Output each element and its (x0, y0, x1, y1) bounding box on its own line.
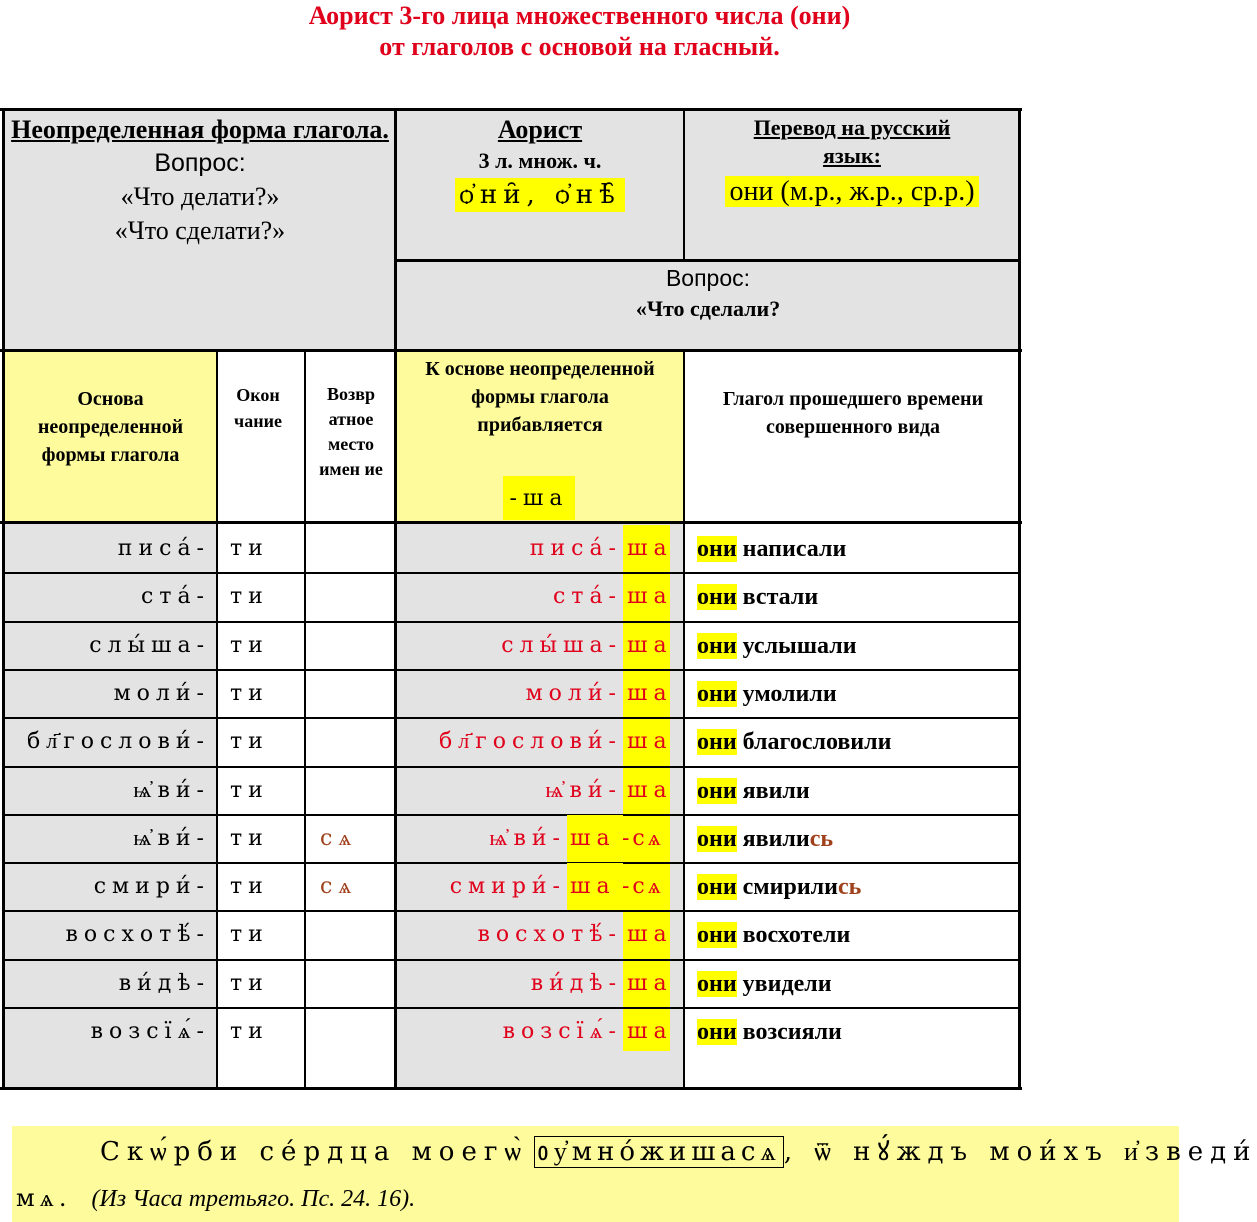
row-ending: ти (230, 633, 269, 658)
infinitive-title-dot: . (382, 115, 389, 144)
row-translation (697, 629, 1017, 663)
ending-header: Окон чание (234, 385, 282, 431)
rule (0, 521, 1022, 524)
infinitive-title (4, 114, 396, 146)
row-reflexive: сѧ (320, 874, 358, 899)
row-rule (4, 959, 394, 961)
translation-value: они (м.р., ж.р., ср.р.) (725, 176, 978, 207)
row-form-suffix: ша (627, 536, 673, 561)
rule (396, 259, 1020, 262)
row-ending: ти (230, 536, 269, 561)
row-translation (697, 677, 1017, 711)
infinitive-question-2: «Что сделати?» (114, 216, 286, 245)
row-pronoun: они (697, 778, 737, 804)
row-form-stem: слы́ша- (501, 633, 622, 658)
row-rule (396, 621, 1018, 623)
row-ending: ти (230, 681, 269, 706)
row-form-suffix: ша (570, 826, 616, 851)
infinitive-question-label: Вопрос: (154, 149, 246, 177)
row-pronoun: они (697, 971, 737, 997)
row-verb: встали (742, 584, 819, 610)
row-form-stem: ѩ҆ви́- (545, 778, 622, 803)
row-form-stem: возсїѧ́- (502, 1019, 622, 1044)
row-rule (4, 669, 394, 671)
rule (0, 349, 1022, 352)
added-header: К основе неопределенной формы глагола прибавляется (425, 358, 655, 436)
title-line-2: от глаголов с основой на гласный. (379, 32, 780, 61)
row-form-suffix: ша (627, 778, 673, 803)
aorist-subtitle: 3 л. множ. ч. (478, 148, 602, 173)
rule (0, 1087, 1022, 1090)
row-ending: ти (230, 584, 269, 609)
translation-title: Перевод на русский язык: (753, 115, 951, 168)
added-suffix (503, 476, 575, 520)
added-suffix-text: -ша (509, 486, 569, 511)
row-ending: ти (230, 826, 269, 851)
row-form-suffix: ша (627, 729, 673, 754)
row-rule (396, 959, 1018, 961)
row-ending: ти (230, 971, 269, 996)
row-form-stem: ви́дѣ- (530, 971, 622, 996)
row-rule (396, 1007, 1018, 1009)
row-ending: ти (230, 922, 269, 947)
translation-header (684, 114, 1020, 208)
row-stem: писа́- (117, 536, 210, 561)
row-stem: слы́ша- (89, 633, 210, 658)
row-form-suffix: ша (570, 874, 616, 899)
row-form-stem: смири́- (449, 874, 566, 899)
row-translation (697, 725, 1017, 759)
row-rule (4, 717, 394, 719)
row-rule (396, 717, 1018, 719)
row-pronoun: они (697, 1019, 737, 1045)
row-verb: благословили (742, 729, 892, 755)
aorist-header (396, 114, 684, 210)
row-reflexive: сѧ (320, 826, 358, 851)
row-stem: бл҃гослови́- (26, 729, 210, 754)
row-form-stem: ста́- (552, 584, 622, 609)
rule (683, 108, 685, 261)
row-translation (697, 1015, 1017, 1049)
rule (394, 108, 397, 1090)
row-pronoun: они (697, 922, 737, 948)
row-ending: ти (230, 874, 269, 899)
infinitive-question-1: «Что делати?» (120, 182, 280, 211)
row-rule (396, 910, 1018, 912)
row-rule (396, 669, 1018, 671)
row-rule (396, 862, 1018, 864)
row-verb: умолили (742, 681, 837, 707)
infinitive-header (4, 114, 396, 248)
quote-part-1: Скѡ́рби се́рдца моегѡ̀ (100, 1137, 528, 1167)
row-form-reflexive: -сѧ (622, 826, 664, 851)
row-translation (697, 532, 1017, 566)
row-form-stem: ѩ҆ви́- (489, 826, 566, 851)
infinitive-title-text: Неопределенная форма глагола (11, 115, 383, 144)
quote-boxed-word: ᲂу҆мно́жишасѧ (534, 1136, 784, 1168)
row-pronoun: они (697, 874, 737, 900)
row-form-stem: восхотѣ́- (477, 922, 622, 947)
row-pronoun: они (697, 584, 737, 610)
aorist-title: Аорист (497, 115, 583, 144)
rule (216, 349, 218, 1089)
row-translation (697, 774, 1017, 808)
row-form-suffix: ша (627, 1019, 673, 1044)
row-form-suffix: ша (627, 922, 673, 947)
row-rule (4, 862, 394, 864)
row-verb: увидели (742, 971, 832, 997)
row-form-reflexive: -сѧ (622, 874, 664, 899)
row-verb-ending: сь (809, 826, 834, 852)
row-form-stem: моли́- (525, 681, 622, 706)
row-form-suffix: ша (627, 633, 673, 658)
row-verb: возсияли (742, 1019, 842, 1045)
row-pronoun: они (697, 633, 737, 659)
rule (683, 349, 685, 1089)
row-translation (697, 967, 1017, 1001)
row-pronoun: они (697, 826, 737, 852)
row-stem: смири́- (93, 874, 210, 899)
row-ending: ти (230, 1019, 269, 1044)
row-verb: явили (742, 826, 810, 852)
rule (1018, 108, 1021, 1090)
row-stem: восхотѣ́- (65, 922, 210, 947)
row-verb: восхотели (742, 922, 851, 948)
rule (2, 108, 5, 1090)
stem-header: Основа неопределенной формы глагола (37, 388, 184, 466)
quote-line-2 (16, 1180, 1116, 1217)
row-pronoun: они (697, 681, 737, 707)
row-stem: ѩ҆ви́- (133, 778, 210, 803)
row-verb: услышали (742, 633, 857, 659)
row-verb: написали (742, 536, 847, 562)
aorist-pronouns: ѻ҆ни̑, ѻ҆нѣ̑ (455, 178, 625, 212)
rule (304, 349, 306, 1089)
row-rule (396, 766, 1018, 768)
row-pronoun: они (697, 536, 737, 562)
quote-part-2: , ѿ нꙋ́ждъ мои́хъ и҆зведи́ (783, 1137, 1257, 1167)
question-label: Вопрос: (665, 265, 751, 291)
row-stem: возсїѧ́- (90, 1019, 210, 1044)
row-rule (4, 621, 394, 623)
quote-part-3: мѧ. (16, 1184, 72, 1212)
row-translation (697, 918, 1017, 952)
row-ending: ти (230, 778, 269, 803)
row-stem: ѩ҆ви́- (133, 826, 210, 851)
reflexive-header: Возвр атное место имен ие (319, 384, 383, 479)
row-form-suffix: ша (627, 584, 673, 609)
row-rule (396, 572, 1018, 574)
row-rule (4, 572, 394, 574)
row-translation (697, 580, 1017, 614)
quote-source: (Из Часа третьяго. Пс. 24. 16). (91, 1186, 416, 1212)
row-form-stem: бл҃гослови́- (438, 729, 622, 754)
title-line-1: Аорист 3-го лица множественного числа (они) (308, 1, 851, 30)
row-translation (697, 870, 1017, 904)
row-translation (697, 822, 1017, 856)
row-stem: ста́- (140, 584, 210, 609)
row-verb: явили (742, 778, 810, 804)
row-pronoun: они (697, 729, 737, 755)
row-rule (4, 814, 394, 816)
question-header (396, 262, 1020, 324)
row-rule (4, 910, 394, 912)
row-rule (4, 766, 394, 768)
quote-line-1 (100, 1132, 1257, 1172)
past-header: Глагол прошедшего времени совершенного вида (722, 388, 984, 438)
question-text: «Что сделали? (635, 296, 781, 321)
row-form-suffix: ша (627, 971, 673, 996)
row-verb: смирили (742, 874, 838, 900)
row-rule (4, 1007, 394, 1009)
row-form-suffix: ша (627, 681, 673, 706)
row-rule (396, 814, 1018, 816)
row-form-stem: писа́- (529, 536, 622, 561)
row-ending: ти (230, 729, 269, 754)
row-stem: ви́дѣ- (118, 971, 210, 996)
rule (0, 108, 1022, 111)
row-verb-ending: сь (837, 874, 862, 900)
row-stem: моли́- (113, 681, 210, 706)
